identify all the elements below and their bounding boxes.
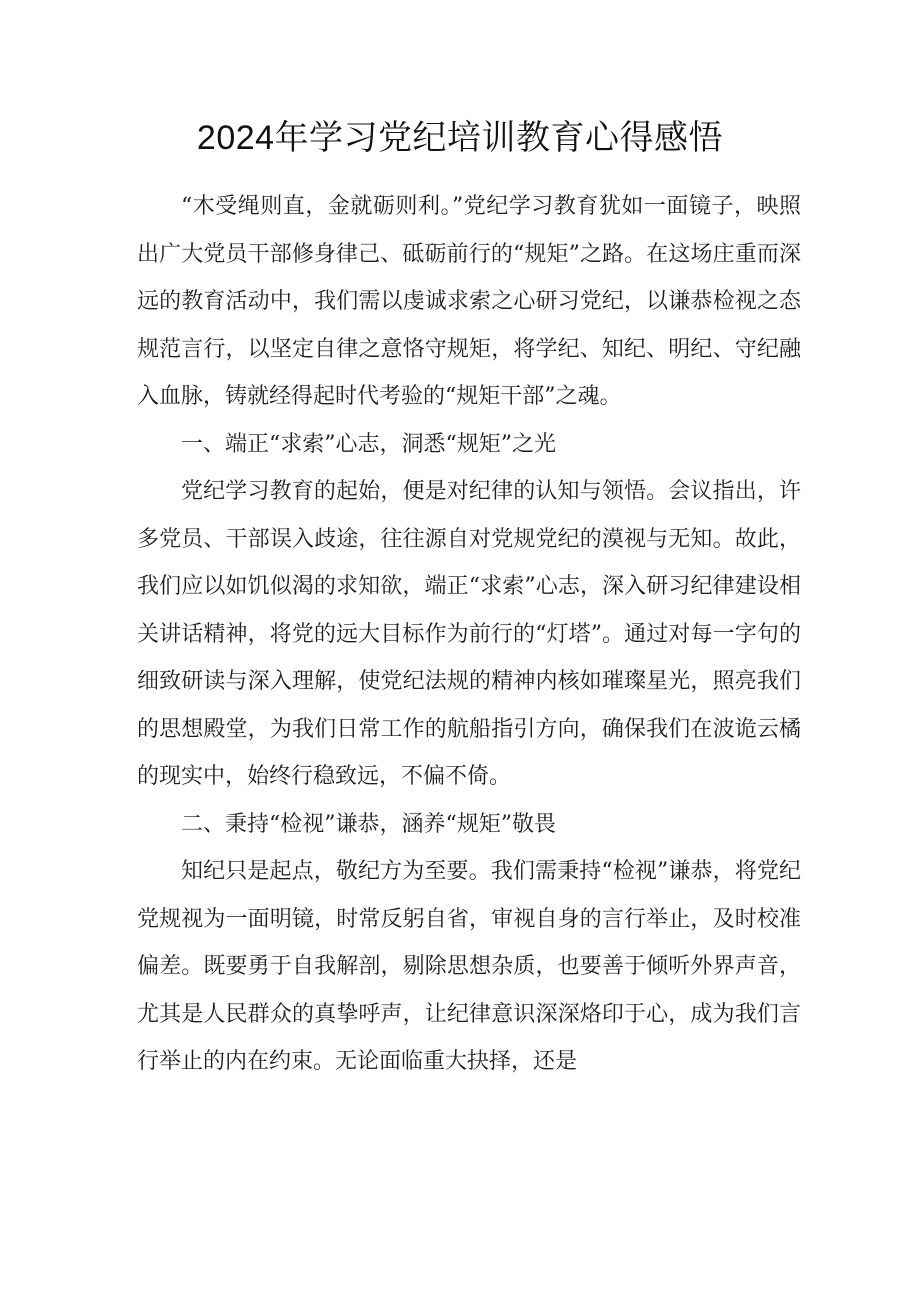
section-heading-1: 一、端正“求索”心志，洞悉“规矩”之光: [181, 431, 556, 457]
document-title: 2024年学习党纪培训教育心得感悟: [196, 119, 724, 157]
document-body: [137, 183, 801, 1086]
section-heading-2: 二、秉持“检视”谦恭，涵养“规矩”敬畏: [181, 811, 556, 837]
paragraph-section-1: 党纪学习教育的起始，便是对纪律的认知与领悟。会议指出，许多党员、干部误入歧途，往往源自对党规党纪的漠视与无知。故此，我们应以如饥似渴的求知欲，端正“求索”心志，深入研习纪律建设相关讲话精神，将党的远大目标作为前行的“灯塔”。通过对每一字句的细致研读与深入理解，使党纪法规的精神内核如璀璨星光，照亮我们的思想殿堂，为我们日常工作的航船指引方向，确保我们在波诡云橘的现实中，始终行稳致远，不偏不倚。: [137, 479, 801, 789]
paragraph-section-2: 知纪只是起点，敬纪方为至要。我们需秉持“检视”谦恭，将党纪党规视为一面明镜，时常反躬自省，审视自身的言行举止，及时校准偏差。既要勇于自我解剖，剔除思想杂质，也要善于倾听外界声音，尤其是人民群众的真挚呼声，让纪律意识深深烙印于心，成为我们言行举止的内在约束。无论面临重大抉择，还是: [137, 859, 801, 1074]
paragraph-intro: “木受绳则直，金就砺则利。”党纪学习教育犹如一面镜子，映照出广大党员干部修身律己、砥砺前行的“规矩”之路。在这场庄重而深远的教育活动中，我们需以虔诚求索之心研习党纪，以谦恭检视之态规范言行，以坚定自律之意恪守规矩，将学纪、知纪、明纪、守纪融入血脉，铸就经得起时代考验的“规矩干部”之魂。: [137, 194, 801, 409]
